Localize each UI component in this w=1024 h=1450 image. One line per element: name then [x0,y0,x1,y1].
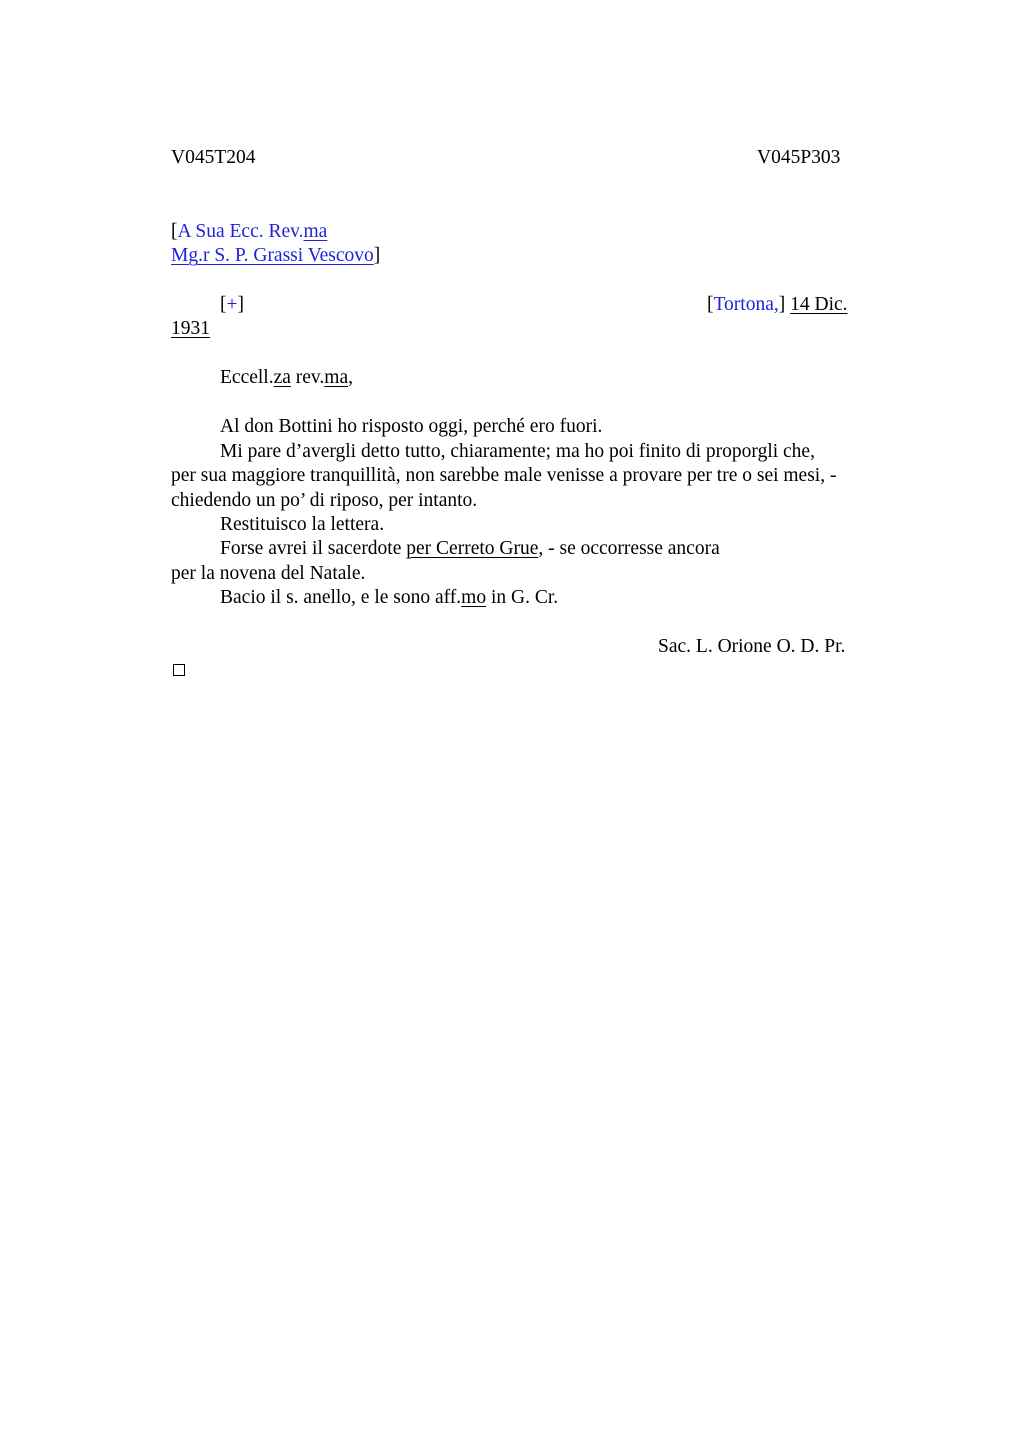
bracket-open: [ [171,221,178,242]
addressee-name: Mg.r S. P. Grassi Vescovo [171,245,374,266]
signature: Sac. L. Orione O. D. Pr. [658,636,846,657]
body-line-2: Mi pare d’avergli detto tutto, chiaramente; ma ho poi finito di proporgli che, [220,441,815,462]
place-and-date: [Tortona,] 14 Dic. [707,294,848,315]
cross-mark: [+] [220,294,244,315]
body-line-3: per sua maggiore tranquillità, non sarebbe male venisse a provare per tre o sei mesi, - [171,465,837,486]
addressee-title-abbrev: ma [303,221,328,242]
body-line-8: Bacio il s. anello, e le sono aff.mo in G. Cr. [220,587,559,608]
body-line-7: per la novena del Natale. [171,563,366,584]
end-square-icon [173,664,185,676]
place-reference: per Cerreto Grue [406,538,539,559]
body-line-6: Forse avrei il sacerdote per Cerreto Grue, - se occorresse ancora [220,538,720,559]
document-code-right: V045P303 [757,147,841,168]
document-page [171,0,871,1450]
body-line-4: chiedendo un po’ di riposo, per intanto. [171,490,478,511]
place-name: Tortona, [713,294,779,315]
cross-symbol: + [226,294,238,315]
address-line-2 [171,244,380,268]
date-year: 1931 [171,318,210,339]
addressee-title: A Sua Ecc. Rev. [177,221,304,242]
bracket-close: ] [373,245,381,266]
body-line-1: Al don Bottini ho risposto oggi, perché ero fuori. [220,416,603,437]
body-line-5: Restituisco la lettera. [220,514,385,535]
address-line-1 [171,220,327,244]
salutation: Eccell.za rev.ma, [220,367,353,388]
document-code-left: V045T204 [171,147,256,168]
date-text: 14 Dic. [790,294,848,315]
